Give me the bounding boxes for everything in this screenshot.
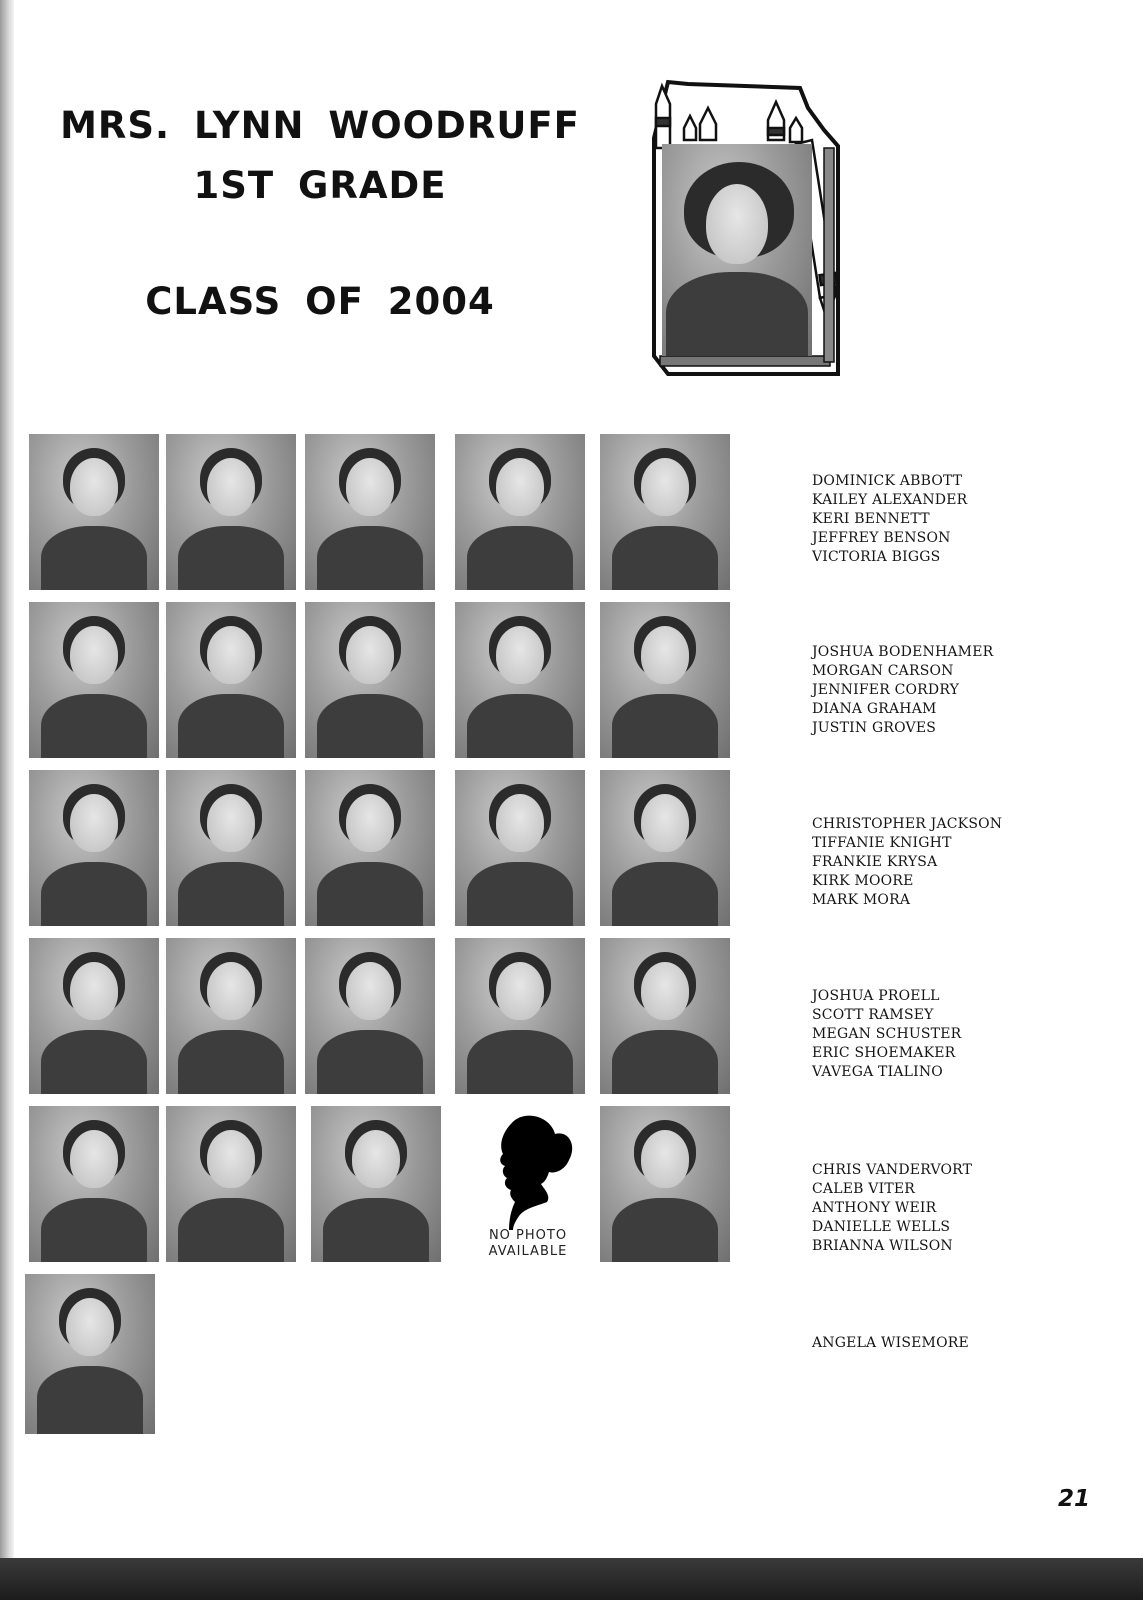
student-photo [25,1274,155,1434]
teacher-name-heading: MRS. LYNN WOODRUFF [60,104,580,147]
page-number: 21 [1057,1486,1090,1512]
student-photo [455,434,585,590]
no-photo-label-line2: AVAILABLE [488,1244,568,1259]
student-photo [600,938,730,1094]
student-name: DANIELLE WELLS [812,1219,951,1235]
student-name: CALEB VITER [812,1181,916,1197]
student-name: BRIANNA WILSON [812,1238,953,1254]
student-name: KERI BENNETT [812,511,930,527]
student-name: JEFFREY BENSON [812,530,951,546]
student-name: TIFFANIE KNIGHT [812,835,952,851]
student-photo [305,938,435,1094]
student-photo [600,602,730,758]
student-photo [166,602,296,758]
name-list-row-3 [812,815,1052,910]
student-name: ANGELA WISEMORE [812,1335,969,1351]
student-photo [600,434,730,590]
student-name: JOSHUA BODENHAMER [812,644,994,660]
teacher-crayon-frame [648,78,848,380]
student-photo [455,770,585,926]
student-name: DIANA GRAHAM [812,701,937,717]
student-photo [305,602,435,758]
student-photo [305,434,435,590]
name-list-row-6 [812,1334,1052,1353]
student-photo [166,770,296,926]
student-photo [166,1106,296,1262]
student-photo [166,938,296,1094]
scan-bottom-edge [0,1558,1143,1600]
grade-heading: 1ST GRADE [193,164,447,207]
student-name: ANTHONY WEIR [812,1200,937,1216]
page-spine-shadow [0,0,14,1600]
student-photo [455,938,585,1094]
name-list-row-2 [812,643,1052,738]
no-photo-label-line1: NO PHOTO [488,1228,568,1243]
student-name: ERIC SHOEMAKER [812,1045,956,1061]
silhouette-icon [485,1112,575,1230]
name-list-row-4 [812,987,1052,1082]
student-photo [29,1106,159,1262]
name-list-row-1 [812,472,1052,567]
student-photo [311,1106,441,1262]
student-name: JENNIFER CORDRY [812,682,960,698]
student-photo [29,434,159,590]
student-name: VICTORIA BIGGS [812,549,941,565]
student-name: SCOTT RAMSEY [812,1007,934,1023]
student-name: MARK MORA [812,892,911,908]
class-year-heading: CLASS OF 2004 [145,280,495,323]
student-name: MEGAN SCHUSTER [812,1026,962,1042]
student-name: FRANKIE KRYSA [812,854,938,870]
student-photo [29,938,159,1094]
student-name: VAVEGA TIALINO [812,1064,943,1080]
teacher-photo [662,144,812,356]
student-photo [305,770,435,926]
student-name: KAILEY ALEXANDER [812,492,968,508]
student-name: KIRK MOORE [812,873,914,889]
student-name: JOSHUA PROELL [812,988,940,1004]
student-name: CHRIS VANDERVORT [812,1162,973,1178]
student-name: JUSTIN GROVES [812,720,937,736]
student-photo [600,770,730,926]
student-name: DOMINICK ABBOTT [812,473,963,489]
no-photo-placeholder [463,1106,593,1262]
student-photo [455,602,585,758]
name-list-row-5 [812,1161,1052,1256]
student-photo [600,1106,730,1262]
student-name: CHRISTOPHER JACKSON [812,816,1003,832]
student-photo [166,434,296,590]
student-photo [29,770,159,926]
student-name: MORGAN CARSON [812,663,954,679]
student-photo [29,602,159,758]
